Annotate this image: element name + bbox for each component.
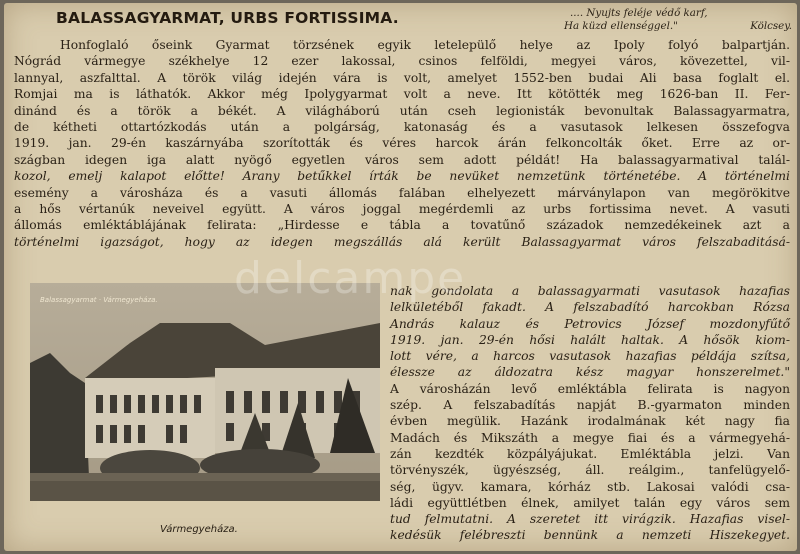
body-line: 1919. jan. 29-én kaszárnyába szorították és véres harcok árán felkoncolták őket. Erre az or- <box>14 136 790 151</box>
body-line: esemény a városháza és a vasuti állomás falában elhelyezett márványlapon van megörökitve <box>14 185 790 200</box>
right-line: nak gondolata a balassagyarmati vasutasok hazafias <box>390 284 790 298</box>
postcard <box>4 3 797 551</box>
page-title: BALASSAGYARMAT, URBS FORTISSIMA. <box>56 9 399 27</box>
body-line: történelmi igazságot, hogy az idegen megszállás alá került Balassagyarmat város felszabaditásá- <box>14 234 790 249</box>
right-line: Madách és Mikszáth a megye fiai és a vármegyehá- <box>390 430 790 445</box>
town-hall-illustration <box>30 283 380 501</box>
right-line: ség, ügyv. kamara, kórház stb. Lakosai valódi csa- <box>390 479 790 494</box>
right-line: zán kezdték közpályájukat. Emléktábla jelzi. Van <box>390 446 790 461</box>
body-line: a hős vértanúk neveivel együtt. A város joggal megérdemli az urbs fortissima nevet. A vasuti <box>14 202 790 217</box>
body-line: de kétheti ottartózkodás után a polgárság, katonaság és a vasutasok lelkesen összefogva <box>14 120 790 135</box>
watermark: delcampe <box>234 253 467 304</box>
right-line: kedésük felébreszti bennünk a nemzeti Hiszekegyet. <box>390 528 790 543</box>
right-line: élessze az áldozatra kész magyar honszerelmet." <box>390 365 790 380</box>
right-line: ládi együttlétben élnek, amilyet talán egy város sem <box>390 495 790 510</box>
body-line: lannyal, aszfalttal. A török világ idején vára is volt, amelyet 1552-ben budai Ali basa foglalt el. <box>14 70 790 85</box>
body-line: Nógrád vármegye székhelye 12 ezer lakossal, csinos felföldi, megyei város, kövezettel, vil- <box>14 54 790 69</box>
right-line: 1919. jan. 29-én hősi halált haltak. A hősök kiom- <box>390 332 790 347</box>
motto-line-1: .... Nyujts feléje védő karf, <box>570 7 708 19</box>
right-line: lelkületéből fakadt. A felszabadító harcokban Rózsa <box>390 300 790 315</box>
right-line: lott vére, a harcos vasutasok hazafias példája szítsa, <box>390 349 790 364</box>
right-line: tud felmutatni. A szeretet itt virágzik. Hazafias visel- <box>390 512 790 527</box>
right-column-text <box>390 283 790 544</box>
right-line: szép. A felszabadítás napját B.-gyarmaton minden <box>390 398 790 413</box>
body-text <box>14 37 790 250</box>
right-line: András kalauz és Petrovics József mozdonyfűtő <box>390 316 790 331</box>
body-line: Honfoglaló őseink Gyarmat törzsének egyik letelepülő helye az Ipoly folyó balpartján. <box>60 38 790 52</box>
body-line: állomás emléktáblájának felirata: „Hirdesse e tábla a tovatűnő századok nemzedékeinek azt a <box>14 218 790 233</box>
motto <box>564 7 792 33</box>
motto-author: Kölcsey. <box>750 20 792 32</box>
body-line: Romjai ma is láthatók. Akkor még Ipolygyarmat volt a neve. Itt kötötték meg 1626-ban II. Fer- <box>14 87 790 102</box>
photo-top-label: Balassagyarmat · Vármegyeháza. <box>40 296 158 304</box>
body-line: dinánd és a török a békét. A világháború után cseh legionisták bevonultak Balassagyarmatra, <box>14 103 790 118</box>
right-line: A városházán levő emléktábla felirata is nagyon <box>390 381 790 396</box>
body-line: szágban idegen iga alatt nyögő egyetlen város sem adott példát! Ha balassagyarmatival talál- <box>14 152 790 167</box>
motto-line-2 <box>564 20 792 33</box>
right-line: törvényszék, ügyészség, áll. reálgim., tanfelügyelő- <box>390 463 790 478</box>
photo-caption: Vármegyeháza. <box>160 524 238 535</box>
town-hall-photo <box>30 283 380 501</box>
motto-line-2-text: Ha küzd ellenséggel." <box>564 20 678 32</box>
body-line: kozol, emelj kalapot előtte! Arany betűkkel írták be nevüket nemzetünk történetébe. A történelmi <box>14 169 790 184</box>
right-line: évben megülik. Hazánk irodalmának két nagy fia <box>390 414 790 429</box>
